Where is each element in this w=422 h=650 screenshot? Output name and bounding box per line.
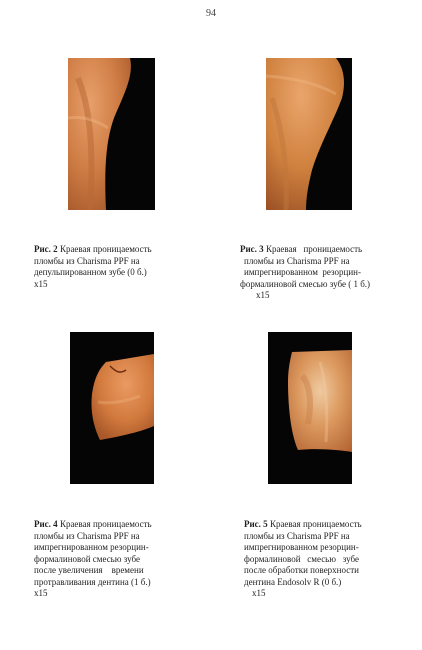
figure-4-caption: [34, 519, 194, 600]
figure-5-caption-line: x15: [252, 588, 266, 598]
figure-3-label: Рис. 3: [240, 244, 264, 254]
figure-5-label: Рис. 5: [244, 519, 268, 529]
figure-5-photo: [268, 332, 352, 484]
figure-4-caption-line: x15: [34, 588, 48, 598]
figure-2-caption-line: x15: [34, 278, 48, 289]
figure-3-caption-line: формалиновой смесью зубе ( 1 б.): [240, 278, 371, 289]
figure-5-caption-line: импрегнированном резорцин-: [244, 542, 359, 552]
figure-2-photo: [68, 58, 155, 210]
figure-4-label: Рис. 4: [34, 519, 58, 529]
figure-5-caption-line: Краевая проницаемость: [267, 519, 362, 529]
figure-2-caption-line: депульпированном зубе (0 б.): [34, 267, 147, 277]
figure-4-caption-line: импрегнированном резорцин-: [34, 542, 149, 552]
figure-3-caption-line: импрегнированном резорцин-: [244, 267, 361, 277]
figure-2-caption: [34, 244, 184, 290]
figure-2-caption-line: пломбы из Charisma PPF на: [34, 255, 140, 266]
figure-3-caption: [240, 244, 400, 302]
figure-4-photo: [70, 332, 154, 484]
figure-5-caption-line: формалиновой смесью зубе: [244, 553, 359, 564]
figure-5-caption-line: после обработки поверхности: [244, 565, 359, 575]
figure-3-caption-line: пломбы из Charisma PPF на: [244, 255, 350, 266]
figure-3-caption-line: Краевая проницаемость: [263, 244, 363, 254]
figure-3-caption-line: x15: [256, 290, 270, 300]
figure-4-caption-line: Краевая проницаемость: [57, 519, 152, 529]
figure-4-caption-line: протравливания дентина (1 б.): [34, 576, 151, 587]
figure-3-photo: [266, 58, 352, 210]
figure-4-caption-line: пломбы из Charisma PPF на: [34, 530, 140, 541]
figure-5-caption: [244, 519, 404, 600]
figure-4-caption-line: формалиновой смесью зубе: [34, 553, 140, 564]
figure-4-caption-line: после увеличения времени: [34, 565, 144, 575]
figure-5-caption-line: пломбы из Charisma PPF на: [244, 530, 350, 541]
figure-2-caption-line: Краевая проницаемость: [57, 244, 152, 254]
figure-5-caption-line: дентина Endosolv R (0 б.): [244, 576, 342, 587]
page-number: 94: [206, 8, 216, 19]
figure-2-label: Рис. 2: [34, 244, 58, 254]
